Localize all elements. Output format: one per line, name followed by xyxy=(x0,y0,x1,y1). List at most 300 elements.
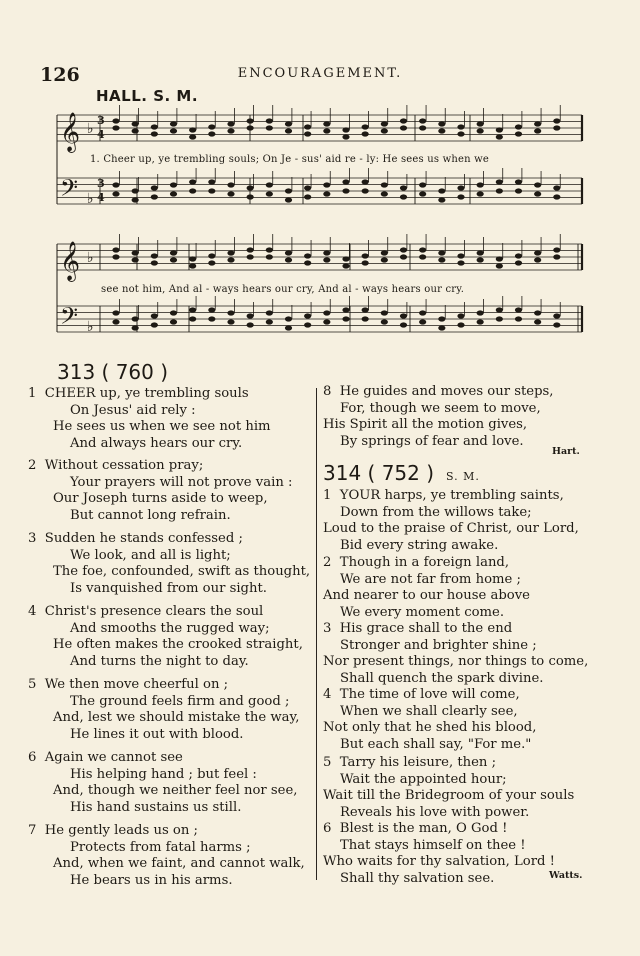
notehead xyxy=(362,260,369,265)
music-score xyxy=(0,0,640,350)
notehead xyxy=(496,188,503,193)
time-signature-top: 3 xyxy=(97,114,105,127)
notehead xyxy=(400,194,407,199)
notehead xyxy=(381,128,388,133)
notehead xyxy=(496,134,503,139)
verse-line: Down from the willows take; xyxy=(340,504,532,520)
notehead xyxy=(227,128,234,133)
notehead xyxy=(342,179,349,184)
notehead xyxy=(112,182,119,187)
verse-number: 4 xyxy=(323,687,332,702)
notehead xyxy=(285,257,292,262)
notehead xyxy=(553,313,560,318)
verse-number: 5 xyxy=(323,755,332,770)
verse-line: He lines it out with blood. xyxy=(70,726,244,742)
notehead xyxy=(208,307,215,312)
notehead xyxy=(457,322,464,327)
hymn-313-verse-5 xyxy=(28,677,299,743)
verse-line: Nor present things, nor things to come, xyxy=(323,654,589,669)
verse-line: By springs of fear and love. xyxy=(340,433,524,449)
notehead xyxy=(323,310,330,315)
notehead xyxy=(112,319,119,324)
notehead xyxy=(362,124,369,129)
hymn-313-verse-6 xyxy=(28,750,297,816)
notehead xyxy=(227,182,234,187)
notehead xyxy=(477,191,484,196)
notehead xyxy=(189,134,196,139)
verse-line-text: We then move cheerful on ; xyxy=(44,677,229,692)
hymn-313-verse-1 xyxy=(28,386,271,452)
notehead xyxy=(247,322,254,327)
notehead xyxy=(400,254,407,259)
notehead xyxy=(553,322,560,327)
notehead xyxy=(132,121,139,126)
notehead xyxy=(381,257,388,262)
notehead xyxy=(208,179,215,184)
notehead xyxy=(419,310,426,315)
verse-number: 6 xyxy=(28,750,37,765)
notehead xyxy=(381,121,388,126)
verse-line: And turns the night to day. xyxy=(70,653,249,669)
notehead xyxy=(438,325,445,330)
notehead xyxy=(247,125,254,130)
notehead xyxy=(553,247,560,252)
notehead xyxy=(381,191,388,196)
notehead xyxy=(362,188,369,193)
notehead xyxy=(477,310,484,315)
notehead xyxy=(438,316,445,321)
notehead xyxy=(362,253,369,258)
notehead xyxy=(457,131,464,136)
notehead xyxy=(496,127,503,132)
verse-number: 3 xyxy=(323,621,332,636)
notehead xyxy=(112,191,119,196)
notehead xyxy=(112,125,119,130)
hymn-313-verse-3 xyxy=(28,531,310,597)
notehead xyxy=(227,310,234,315)
lyric-line-1: 1. Cheer up, ye trembling souls; On Je - sus' aid re - ly: He sees us when we xyxy=(90,154,489,165)
notehead xyxy=(457,185,464,190)
notehead xyxy=(266,319,273,324)
notehead xyxy=(266,118,273,123)
notehead xyxy=(266,191,273,196)
notehead xyxy=(208,124,215,129)
verse-line: We are not far from home ; xyxy=(340,571,521,587)
notehead xyxy=(132,128,139,133)
notehead xyxy=(189,127,196,132)
notehead xyxy=(515,131,522,136)
verse-line: Wait the appointed hour; xyxy=(340,771,507,787)
notehead xyxy=(323,257,330,262)
notehead xyxy=(189,256,196,261)
hymn-313-verse-7 xyxy=(28,823,305,889)
notehead xyxy=(400,247,407,252)
notehead xyxy=(457,124,464,129)
notehead xyxy=(151,313,158,318)
notehead xyxy=(151,131,158,136)
notehead xyxy=(227,250,234,255)
notehead xyxy=(438,128,445,133)
notehead xyxy=(323,128,330,133)
flat-icon: ♭ xyxy=(87,319,94,335)
hymn-313-verse-4 xyxy=(28,604,303,670)
notehead xyxy=(534,182,541,187)
verse-line: Protects from fatal harms ; xyxy=(70,839,251,855)
time-signature-bottom: 4 xyxy=(97,128,105,141)
notehead xyxy=(419,247,426,252)
notehead xyxy=(477,128,484,133)
notehead xyxy=(189,188,196,193)
notehead xyxy=(400,185,407,190)
notehead xyxy=(304,313,311,318)
notehead xyxy=(342,127,349,132)
notehead xyxy=(381,182,388,187)
notehead xyxy=(304,185,311,190)
notehead xyxy=(400,313,407,318)
verse-line: Our Joseph turns aside to weep, xyxy=(53,491,268,506)
hymn-314-verse-3 xyxy=(323,621,588,687)
notehead xyxy=(553,118,560,123)
notehead xyxy=(112,118,119,123)
notehead xyxy=(247,194,254,199)
notehead xyxy=(189,179,196,184)
notehead xyxy=(151,322,158,327)
notehead xyxy=(170,182,177,187)
hymn-314-meter: S. M. xyxy=(446,470,480,483)
verse-line: On Jesus' aid rely : xyxy=(70,402,196,418)
verse-line: And smooths the rugged way; xyxy=(70,620,270,636)
notehead xyxy=(342,134,349,139)
notehead xyxy=(208,316,215,321)
notehead xyxy=(208,260,215,265)
notehead xyxy=(515,124,522,129)
notehead xyxy=(304,124,311,129)
notehead xyxy=(247,185,254,190)
notehead xyxy=(285,316,292,321)
hymn-314-verse-5 xyxy=(323,755,574,821)
notehead xyxy=(285,128,292,133)
notehead xyxy=(381,250,388,255)
notehead xyxy=(419,191,426,196)
hymn-314-number-text: 314 ( 752 ) xyxy=(323,461,435,485)
notehead xyxy=(419,319,426,324)
notehead xyxy=(515,179,522,184)
notehead xyxy=(362,316,369,321)
notehead xyxy=(132,250,139,255)
notehead xyxy=(151,253,158,258)
notehead xyxy=(342,256,349,261)
notehead xyxy=(457,313,464,318)
tune-name: HALL. S. M. xyxy=(96,87,199,105)
notehead xyxy=(304,131,311,136)
notehead xyxy=(323,319,330,324)
notehead xyxy=(496,316,503,321)
notehead xyxy=(112,254,119,259)
notehead xyxy=(438,250,445,255)
notehead xyxy=(227,257,234,262)
verse-line: Wait till the Bridegroom of your souls xyxy=(323,788,575,803)
verse-line: His Spirit all the motion gives, xyxy=(323,417,528,432)
verse-number: 7 xyxy=(28,823,37,838)
notehead xyxy=(323,182,330,187)
notehead xyxy=(247,254,254,259)
verse-line: And, though we neither feel nor see, xyxy=(53,783,298,798)
hymn-314-number xyxy=(323,461,480,485)
verse-number: 4 xyxy=(28,604,37,619)
verse-line: Shall thy salvation see. xyxy=(340,870,495,886)
notehead xyxy=(342,307,349,312)
notehead xyxy=(381,310,388,315)
notehead xyxy=(534,128,541,133)
notehead xyxy=(170,128,177,133)
notehead xyxy=(285,325,292,330)
notehead xyxy=(400,322,407,327)
notehead xyxy=(553,254,560,259)
hymn-314-verse-1 xyxy=(323,488,579,554)
verse-line: He often makes the crooked straight, xyxy=(53,637,303,652)
notehead xyxy=(170,191,177,196)
verse-line: Not only that he shed his blood, xyxy=(323,720,537,735)
hymn-313-number: 313 ( 760 ) xyxy=(57,360,169,384)
notehead xyxy=(496,263,503,268)
notehead xyxy=(189,316,196,321)
notehead xyxy=(515,188,522,193)
notehead xyxy=(438,121,445,126)
notehead xyxy=(438,197,445,202)
verse-line: But each shall say, "For me." xyxy=(340,736,532,752)
notehead xyxy=(285,121,292,126)
verse-line: Loud to the praise of Christ, our Lord, xyxy=(323,521,579,536)
verse-line: He bears us in his arms. xyxy=(70,872,233,888)
verse-line-text: Sudden he stands confessed ; xyxy=(44,531,243,546)
verse-line-text: Tarry his leisure, then ; xyxy=(339,755,497,770)
verse-line: Who waits for thy salvation, Lord ! xyxy=(323,854,555,869)
author-watts: Watts. xyxy=(549,870,583,881)
column-divider xyxy=(316,388,317,880)
notehead xyxy=(112,247,119,252)
notehead xyxy=(477,250,484,255)
verse-line-text: He gently leads us on ; xyxy=(44,823,198,838)
verse-line: Bid every string awake. xyxy=(340,537,499,553)
verse-line: For, though we seem to move, xyxy=(340,400,541,416)
verse-number: 6 xyxy=(323,821,332,836)
verse-line: And always hears our cry. xyxy=(70,435,243,451)
notehead xyxy=(419,118,426,123)
notehead xyxy=(285,188,292,193)
notehead xyxy=(534,319,541,324)
verse-initial-word: CHEER xyxy=(44,386,96,401)
notehead xyxy=(151,194,158,199)
notehead xyxy=(266,247,273,252)
notehead xyxy=(285,250,292,255)
notehead xyxy=(362,179,369,184)
verse-line-text: up, ye trembling souls xyxy=(99,386,249,401)
notehead xyxy=(170,310,177,315)
verse-line: When we shall clearly see, xyxy=(340,703,518,719)
notehead xyxy=(438,257,445,262)
verse-line-text: The time of love will come, xyxy=(339,687,520,702)
verse-line: But cannot long refrain. xyxy=(70,507,231,523)
notehead xyxy=(132,316,139,321)
notehead xyxy=(266,310,273,315)
notehead xyxy=(132,188,139,193)
page-number: 126 xyxy=(40,64,80,86)
verse-number: 8 xyxy=(323,384,332,399)
verse-line: That stays himself on thee ! xyxy=(340,837,526,853)
verse-number: 5 xyxy=(28,677,37,692)
notehead xyxy=(112,310,119,315)
notehead xyxy=(132,325,139,330)
notehead xyxy=(323,250,330,255)
verse-line: His helping hand ; but feel : xyxy=(70,766,257,782)
treble-clef-icon: 𝄞 xyxy=(60,241,81,281)
verse-initial-word: YOUR xyxy=(339,488,381,503)
hymn-314-verse-6 xyxy=(323,821,555,887)
notehead xyxy=(515,316,522,321)
notehead xyxy=(362,131,369,136)
notehead xyxy=(419,254,426,259)
time-signature-top: 3 xyxy=(97,177,105,190)
notehead xyxy=(515,253,522,258)
notehead xyxy=(247,247,254,252)
notehead xyxy=(208,188,215,193)
hymn-314-verse-2 xyxy=(323,555,530,621)
notehead xyxy=(342,263,349,268)
notehead xyxy=(151,124,158,129)
notehead xyxy=(304,260,311,265)
notehead xyxy=(227,121,234,126)
verse-number: 2 xyxy=(28,458,37,473)
notehead xyxy=(438,188,445,193)
notehead xyxy=(189,263,196,268)
notehead xyxy=(534,310,541,315)
notehead xyxy=(534,191,541,196)
verse-number: 1 xyxy=(28,386,37,401)
time-signature-bottom: 4 xyxy=(97,191,105,204)
notehead xyxy=(285,197,292,202)
hymn-313-verse-8 xyxy=(323,384,554,450)
notehead xyxy=(457,260,464,265)
notehead xyxy=(457,194,464,199)
notehead xyxy=(170,257,177,262)
verse-line: And, when we faint, and cannot walk, xyxy=(53,856,305,871)
verse-line: We every moment come. xyxy=(340,604,505,620)
notehead xyxy=(496,179,503,184)
notehead xyxy=(266,125,273,130)
notehead xyxy=(534,250,541,255)
notehead xyxy=(132,257,139,262)
verse-line: Stronger and brighter shine ; xyxy=(340,637,537,653)
notehead xyxy=(266,254,273,259)
verse-line-text: harps, ye trembling saints, xyxy=(384,488,564,503)
verse-line-text: Again we cannot see xyxy=(44,750,183,765)
notehead xyxy=(151,260,158,265)
notehead xyxy=(189,307,196,312)
running-title: ENCOURAGEMENT. xyxy=(237,66,403,81)
bass-clef-icon: 𝄢 xyxy=(60,174,79,207)
flat-icon: ♭ xyxy=(87,121,94,137)
verse-line: He sees us when we see not him xyxy=(53,419,271,434)
verse-line: Shall quench the spark divine. xyxy=(340,670,544,686)
author-hart: Hart. xyxy=(552,446,580,457)
notehead xyxy=(400,125,407,130)
notehead xyxy=(266,182,273,187)
notehead xyxy=(534,257,541,262)
hymn-314-verse-4 xyxy=(323,687,536,753)
notehead xyxy=(304,253,311,258)
notehead xyxy=(457,253,464,258)
verse-line xyxy=(28,386,271,403)
verse-line: Reveals his love with power. xyxy=(340,804,530,820)
notehead xyxy=(304,322,311,327)
hymn-313-verse-2 xyxy=(28,458,292,524)
verse-line: And nearer to our house above xyxy=(323,588,530,603)
notehead xyxy=(496,256,503,261)
verse-line-text: Christ's presence clears the soul xyxy=(44,604,264,619)
notehead xyxy=(515,260,522,265)
verse-line: Your prayers will not prove vain : xyxy=(70,474,293,490)
notehead xyxy=(381,319,388,324)
verse-line: We look, and all is light; xyxy=(70,547,231,563)
score-notation xyxy=(0,0,640,350)
notehead xyxy=(515,307,522,312)
notehead xyxy=(170,250,177,255)
notehead xyxy=(208,253,215,258)
notehead xyxy=(477,257,484,262)
lyric-line-2: see not him, And al - ways hears our cry, And al - ways hears our cry. xyxy=(101,284,465,295)
verse-line: Is vanquished from our sight. xyxy=(70,580,267,596)
notehead xyxy=(477,121,484,126)
notehead xyxy=(534,121,541,126)
notehead xyxy=(208,131,215,136)
notehead xyxy=(170,319,177,324)
verse-line-text: His grace shall to the end xyxy=(339,621,513,636)
notehead xyxy=(496,307,503,312)
notehead xyxy=(342,316,349,321)
notehead xyxy=(132,197,139,202)
notehead xyxy=(553,185,560,190)
notehead xyxy=(419,125,426,130)
verse-line: And, lest we should mistake the way, xyxy=(53,710,300,725)
flat-icon: ♭ xyxy=(87,191,94,207)
verse-number: 2 xyxy=(323,555,332,570)
notehead xyxy=(247,313,254,318)
verse-line: The ground feels firm and good ; xyxy=(70,693,290,709)
notehead xyxy=(342,188,349,193)
notehead xyxy=(170,121,177,126)
notehead xyxy=(477,182,484,187)
flat-icon: ♭ xyxy=(87,250,94,266)
verse-line-text: Blest is the man, O God ! xyxy=(339,821,508,836)
notehead xyxy=(362,307,369,312)
notehead xyxy=(227,319,234,324)
notehead xyxy=(227,191,234,196)
verse-line-text: He guides and moves our steps, xyxy=(339,384,554,399)
notehead xyxy=(323,191,330,196)
notehead xyxy=(247,118,254,123)
notehead xyxy=(477,319,484,324)
notehead xyxy=(419,182,426,187)
verse-line-text: Without cessation pray; xyxy=(44,458,204,473)
verse-line: His hand sustains us still. xyxy=(70,799,242,815)
notehead xyxy=(323,121,330,126)
verse-line: The foe, confounded, swift as thought, xyxy=(53,564,311,579)
notehead xyxy=(304,194,311,199)
treble-clef-icon: 𝄞 xyxy=(60,112,81,152)
bass-clef-icon: 𝄢 xyxy=(60,302,79,335)
notehead xyxy=(553,125,560,130)
verse-line-text: Though in a foreign land, xyxy=(339,555,510,570)
